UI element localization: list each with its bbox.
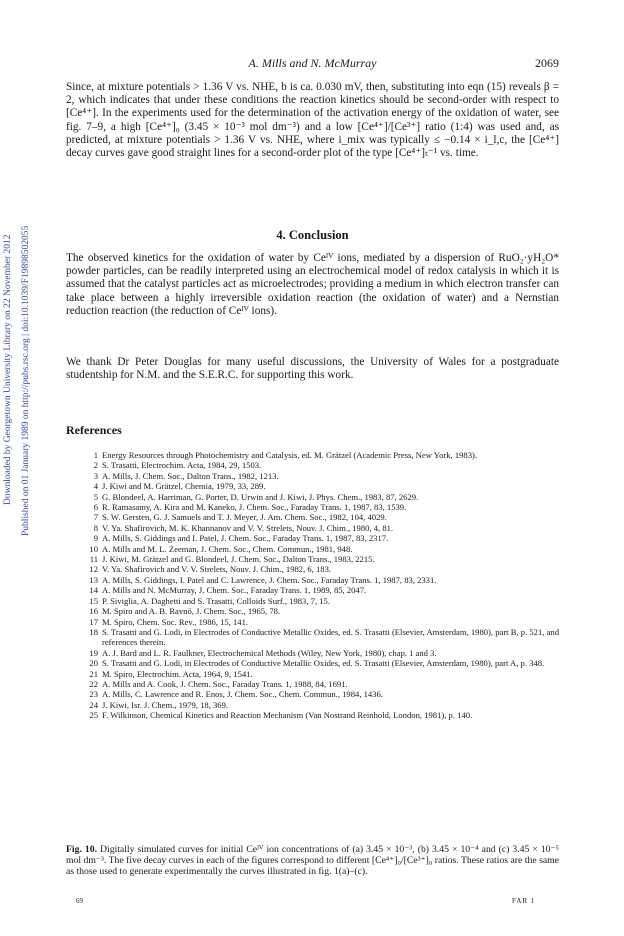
figure-caption-label: Fig. 10. [66, 844, 97, 855]
reference-text: S. Trasatti, Electrochim. Acta, 1984, 29, 1503. [102, 460, 262, 471]
reference-number: 10 [89, 543, 98, 554]
reference-number: 13 [89, 574, 98, 585]
reference-text: V. Ya. Shafirovich, M. K. Khannanov and V. V. Strelets, Nouv. J. Chim., 1980, 4, 81. [102, 522, 394, 533]
reference-item [66, 627, 559, 648]
reference-item [66, 710, 559, 720]
reference-item [66, 492, 559, 502]
reference-text: R. Ramasamy, A. Kira and M. Kaneko, J. Chem. Soc., Faraday Trans. 1, 1987, 83, 1539. [102, 502, 407, 513]
reference-item [66, 471, 559, 481]
reference-number: 3 [93, 470, 98, 481]
reference-item [66, 606, 559, 616]
footer-journal-mark: FAR 1 [512, 897, 536, 905]
reference-text: A. Mills, J. Chem. Soc., Dalton Trans., 1982, 1213. [102, 470, 279, 481]
reference-number: 11 [89, 554, 98, 565]
reference-text: J. Kiwi and M. Grätzel, Chemia, 1979, 33, 289. [102, 481, 266, 492]
references-heading: References [66, 423, 122, 437]
reference-text: A. Mills, S. Giddings, I. Patel and C. Lawrence, J. Chem. Soc., Faraday Trans. 1, 1987, 83, 2331. [102, 574, 437, 585]
figure-caption-text: Digitally simulated curves for initial Ceᴵⱽ ion concentrations of (a) 3.45 × 10⁻³, (b) 3.45 × 10⁻⁴ and (c) 3.45 × 10⁻⁵ mol dm⁻³. The five decay curves in each of the figures correspond to different [Ce⁴⁺]₀/[Ce³⁺]₀ ratios. These ratios are the same as those used to generate experimentally the curves illustrated in fig. 1(a)–(c). [66, 844, 560, 878]
reference-number: 19 [89, 647, 98, 658]
reference-number: 7 [93, 512, 98, 523]
acknowledgements-paragraph: We thank Dr Peter Douglas for many useful discussions, the University of Wales for a postgraduate studentship for N.M. and the S.E.R.C. for supporting this work. [66, 356, 559, 382]
reference-number: 23 [89, 689, 98, 700]
reference-number: 1 [93, 450, 98, 460]
reference-number: 25 [89, 710, 98, 721]
reference-item [66, 554, 559, 564]
reference-number: 5 [93, 491, 98, 502]
reference-item [66, 544, 559, 554]
reference-item [66, 533, 559, 543]
download-watermark-text: Downloaded by Georgetown University Library on 22 November 2012 [3, 234, 13, 505]
footer-signature-number: 69 [76, 897, 83, 905]
reference-text: M. Spiro, Electrochim. Acta, 1964, 9, 1541. [102, 668, 253, 679]
reference-text: M. Spiro, Chem. Soc. Rev., 1986, 15, 141. [102, 616, 249, 627]
reference-item [66, 512, 559, 522]
references-list [66, 450, 559, 721]
download-watermark [3, 0, 17, 936]
reference-text: J. Kiwi, Isr. J. Chem., 1979, 18, 369. [102, 699, 229, 710]
publication-watermark [21, 0, 35, 936]
reference-text: V. Ya. Shafirovich and V. V. Strelets, Nouv. J. Chim., 1982, 6, 183. [102, 564, 332, 575]
reference-number: 9 [93, 533, 98, 544]
reference-text: A. Mills, S. Giddings and I. Patel, J. Chem. Soc., Faraday Trans. 1, 1987, 83, 2317. [102, 533, 389, 544]
reference-text: A. Mills and N. McMurray, J. Chem. Soc., Faraday Trans. 1, 1989, 85, 2047. [102, 585, 367, 596]
running-header-authors: A. Mills and N. McMurray [248, 56, 377, 70]
reference-number: 18 [89, 626, 98, 637]
reference-item [66, 648, 559, 658]
reference-text: A. Mills, C. Lawrence and R. Enos, J. Chem. Soc., Chem. Commun., 1984, 1436. [102, 689, 383, 700]
reference-item [66, 502, 559, 512]
reference-item [66, 596, 559, 606]
reference-item [66, 679, 559, 689]
reference-text: S. Trasatti and G. Lodi, in Electrodes of Conductive Metallic Oxides, ed. S. Trasatti (Elsevier, Amsterdam, 1980), part B, p. 521, and references therein. [102, 626, 559, 648]
reference-item [66, 700, 559, 710]
reference-text: J. Kiwi, M. Grätzel and G. Blondeel, J. Chem. Soc., Dalton Trans., 1983, 2215. [102, 554, 375, 565]
reference-text: S. W. Gersten, G. J. Samuels and T. J. Meyer, J. Am. Chem. Soc., 1982, 104, 4029. [102, 512, 387, 523]
reference-number: 17 [89, 616, 98, 627]
reference-number: 12 [89, 564, 98, 575]
reference-item [66, 585, 559, 595]
reference-number: 14 [89, 585, 98, 596]
conclusion-paragraph: The observed kinetics for the oxidation of water by Ceᴵⱽ ions, mediated by a dispersion of RuO₂·yH₂O* powder particles, can be readily interpreted using an electrochemical model of redox catalysis in which it is assumed that the catalyst particles act as microelectrodes; providing a medium in which electron transfer can take place between a highly irreversible oxidation reaction (the oxidation of water) and a Nernstian reduction reaction (the reduction of Ceᴵⱽ ions). [66, 252, 559, 317]
reference-text: P. Siviglia, A. Daghetti and S. Trasatti, Colloids Surf., 1983, 7, 15. [102, 595, 330, 606]
kinetics-paragraph: Since, at mixture potentials > 1.36 V vs. NHE, b is ca. 0.030 mV, then, substituting into eqn (15) reveals β = 2, which indicates that under these conditions the reaction kinetics should be second-order with respect to [Ce⁴⁺]. In the experiments used for the determination of the activation energy of the oxidation of water, see fig. 7–9, a high [Ce⁴⁺]₀ (3.45 × 10⁻³ mol dm⁻³) and a low [Ce⁴⁺]/[Ce³⁺] ratio (1:4) was used and, as predicted, at mixture potentials > 1.36 V vs. NHE, where i_mix was typically ≤ −0.14 × i_l,c, the [Ce⁴⁺] decay curves gave good straight lines for a second-order plot of the type [Ce⁴⁺]ₜ⁻¹ vs. time. [66, 81, 559, 160]
reference-text: M. Spiro and A. B. Ravnö, J. Chem. Soc., 1965, 78. [102, 606, 281, 617]
publication-watermark-text: Published on 01 January 1989 on http://pubs.rsc.org | doi:10.1039/F19898502055 [21, 225, 31, 536]
reference-item [66, 564, 559, 574]
reference-text: G. Blondeel, A. Harriman, G. Porter, D. Urwin and J. Kiwi, J. Phys. Chem., 1983, 87, 2629. [102, 491, 419, 502]
reference-item [66, 689, 559, 699]
reference-number: 4 [93, 481, 98, 492]
reference-number: 15 [89, 595, 98, 606]
reference-number: 16 [89, 606, 98, 617]
reference-item [66, 658, 559, 668]
reference-item [66, 617, 559, 627]
figure-caption [66, 844, 559, 878]
page-number: 2069 [535, 56, 559, 70]
reference-text: F. Wilkinson, Chemical Kinetics and Reaction Mechanism (Van Nostrand Reinhold, London, 1981), p. 140. [102, 710, 473, 721]
reference-text: A. Mills and A. Cook, J. Chem. Soc., Faraday Trans. 1, 1988, 84, 1691. [102, 678, 348, 689]
reference-number: 2 [93, 460, 98, 471]
reference-item [66, 575, 559, 585]
reference-number: 22 [89, 678, 98, 689]
reference-number: 8 [93, 522, 98, 533]
reference-number: 21 [89, 668, 98, 679]
reference-item [66, 481, 559, 491]
running-header [66, 56, 559, 74]
reference-number: 24 [89, 699, 98, 710]
reference-text: Energy Resources through Photochemistry and Catalysis, ed. M. Grätzel (Academic Press, New York, 1983). [102, 450, 478, 460]
reference-item [66, 523, 559, 533]
reference-number: 6 [93, 502, 98, 513]
reference-text: A. J. Bard and L. R. Faulkner, Electrochemical Methods (Wiley, New York, 1980), chap. 1 and 3. [102, 647, 437, 658]
reference-item [66, 669, 559, 679]
conclusion-heading: 4. Conclusion [276, 228, 349, 242]
reference-item [66, 450, 559, 460]
reference-item [66, 460, 559, 470]
reference-text: S. Trasatti and G. Lodi, in Electrodes of Conductive Metallic Oxides, ed. S. Trasatti (Elsevier, Amsterdam, 1980), part A, p. 348. [102, 658, 545, 669]
reference-text: A. Mills and M. L. Zeeman, J. Chem. Soc., Chem. Commun., 1981, 948. [102, 543, 353, 554]
reference-number: 20 [89, 658, 98, 669]
